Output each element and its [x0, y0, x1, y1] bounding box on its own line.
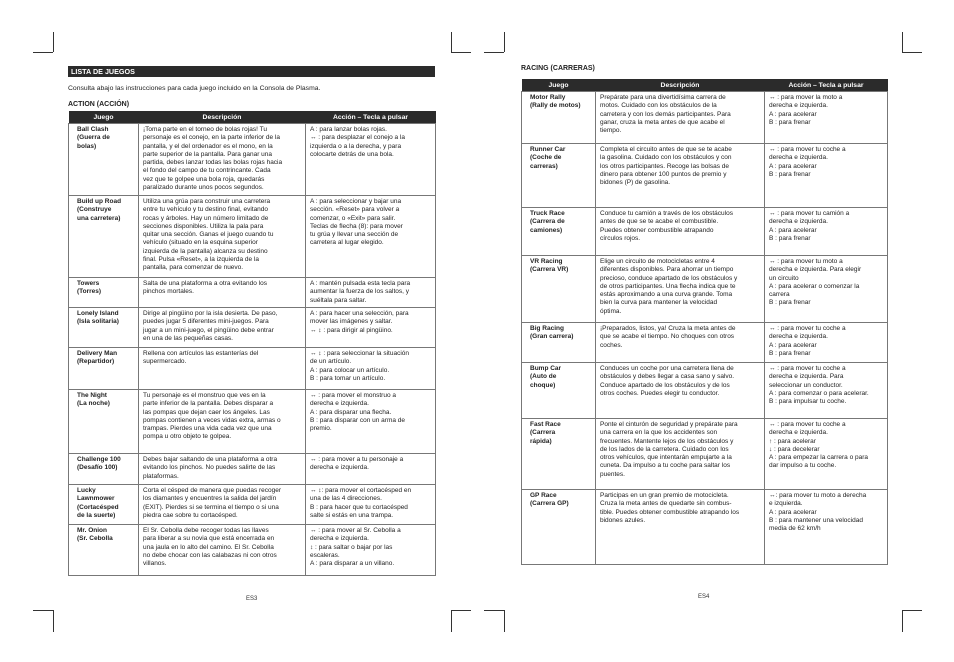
- crop-mark: [902, 32, 903, 52]
- game-description: Utiliza una grúa para construir una carretera entre tu vehículo y tu destino final, evitando rocas y árboles. Hay un número limitado de secciones disponibles. Utiliza la pala para quitar una sección. Ganas el juego cuando tu vehículo (situado en la esquina superior izquierda de la pantalla) alcanza su destino final. Pulsa «Reset», a la izquierda de la pantalla, para comenzar de nuevo.: [139, 196, 306, 278]
- crop-mark: [451, 610, 452, 632]
- crop-mark: [504, 32, 505, 52]
- crop-mark: [484, 52, 504, 53]
- game-description: Dirige al pingüino por la isla desierta. De paso, puedes jugar 5 diferentes mini-juegos. Para jugar a un mini-juego, el pingüino debe entrar en una de las pequeñas casas.: [139, 308, 306, 348]
- table-row: [69, 390, 436, 454]
- game-action: ↔ : para mover tu coche a derecha e izquierda. Para seleccionar un conductor. A : para comenzar o para acelerar. B : para impulsar tu coche.: [765, 363, 888, 419]
- game-name: Motor Rally (Rally de motos): [522, 92, 596, 144]
- intro-text: Consulta abajo las instrucciones para cada juego incluido en la Consola de Plasma.: [68, 85, 321, 92]
- game-action: ↔ ↕: para mover el cortacésped en una de las 4 direcciones. B : para hacer que tu cortacésped salte si estás en una trampa.: [306, 485, 436, 525]
- crop-mark: [451, 32, 452, 52]
- table-row: [522, 363, 888, 419]
- header-accion: Acción – Tecla a pulsar: [765, 79, 888, 92]
- game-action: ↔ : para mover tu coche a derecha e izquierda. ↑ : para acelerar ↓ : para decelerar A : para empezar la carrera o para dar impulso a tu coche.: [765, 419, 888, 490]
- game-name: Ball Clash (Guerra de bolas): [69, 124, 139, 196]
- crop-mark: [902, 610, 922, 611]
- table-row: [69, 485, 436, 525]
- table-row: [522, 92, 888, 144]
- header-accion: Acción – Tecla a pulsar: [306, 111, 436, 124]
- game-description: ¡Preparados, listos, ya! Cruza la meta antes de que se acabe el tiempo. No choques con otros coches.: [596, 323, 765, 363]
- game-description: Ponte el cinturón de seguridad y prepárate para una carrera en la que los accidentes son frecuentes. Mantente lejos de los obstáculos y de los lados de la carretera. Cuidado con los otros vehículos, que intentarán empujarte a la cuneta. Da impulso a tu coche para saltar los puentes.: [596, 419, 765, 490]
- table-row: [522, 208, 888, 256]
- crop-mark: [33, 610, 53, 611]
- table-row: [69, 124, 436, 196]
- table-row: [69, 525, 436, 576]
- crop-mark: [53, 32, 54, 52]
- action-games-table: [68, 111, 436, 576]
- table-row: [69, 348, 436, 390]
- table-row: [522, 256, 888, 323]
- game-description: ¡Toma parte en el torneo de bolas rojas! Tu personaje es el conejo, en la parte inferior de la pantalla, y el del ordenador es el mono, en la parte superior de la pantalla. Para ganar una partida, debes lanzar todas las bolas rojas hacia el fondo del campo de tu contrincante. Cada vez que te golpee una bola roja, quedarás paralizado durante unos pocos segundos.: [139, 124, 306, 196]
- game-name: Build up Road (Construye una carretera): [69, 196, 139, 278]
- game-name: GP Race (Carrera GP): [522, 490, 596, 565]
- header-descripcion: Descripción: [139, 111, 306, 124]
- game-action: ↔: para mover tu moto a derecha e izquierda. A : para acelerar B : para mantener una velocidad media de 62 km/h: [765, 490, 888, 565]
- game-action: ↔ : para mover tu coche a derecha e izquierda. A : para acelerar B : para frenar: [765, 144, 888, 208]
- game-action: ↔ : para mover tu coche a derecha e izquierda. A : para acelerar B : para frenar: [765, 323, 888, 363]
- game-name: Fast Race (Carrera rápida): [522, 419, 596, 490]
- table-row: [522, 419, 888, 490]
- section-title-racing: RACING (CARRERAS): [521, 65, 595, 72]
- game-description: Rellena con artículos las estanterías del supermercado.: [139, 348, 306, 390]
- heading-lista-de-juegos: LISTA DE JUEGOS: [68, 66, 435, 77]
- game-name: Lucky Lawnmower (Cortacésped de la suerte): [69, 485, 139, 525]
- game-action: ↔ : para mover el monstruo a derecha e izquierda. A : para disparar una flecha. B : para disparar con un arma de premio.: [306, 390, 436, 454]
- page-es3: [68, 62, 435, 576]
- game-name: Towers (Torres): [69, 278, 139, 308]
- game-name: Lonely Island (Isla solitaria): [69, 308, 139, 348]
- table-row: [522, 323, 888, 363]
- game-name: Bump Car (Auto de choque): [522, 363, 596, 419]
- game-action: A : para lanzar bolas rojas. ↔ : para desplazar el conejo a la izquierda o a la derecha, y para colocarte detrás de una bola.: [306, 124, 436, 196]
- table-row: [69, 278, 436, 308]
- game-action: A : para seleccionar y bajar una sección. «Reset» para volver a comenzar, o «Exit» para salir. Teclas de flecha (8): para mover tu grúa y llevar una sección de carretera al lugar elegido.: [306, 196, 436, 278]
- game-description: Tu personaje es el monstruo que ves en la parte inferior de la pantalla. Debes disparar a las pompas que dejan caer los ángeles. Las pompas contienen a veces vidas extra, armas o trampas. Pierdes una vida cada vez que una pompa u otro objeto te golpea.: [139, 390, 306, 454]
- page-number: ES3: [246, 596, 258, 602]
- table-row: [522, 490, 888, 565]
- page-es4: [521, 62, 887, 565]
- header-descripcion: Descripción: [596, 79, 765, 92]
- game-description: Completa el circuito antes de que se te acabe la gasolina. Cuidado con los obstáculos y con los otros participantes. Recoge las bolsas de dinero para obtener 100 puntos de premio y bidones (P) de gasolina.: [596, 144, 765, 208]
- game-description: Conduce tu camión a través de los obstáculos antes de que se te acabe el combustible. Puedes obtener combustible atrapando círculos rojos.: [596, 208, 765, 256]
- section-title-action: ACTION (ACCIÓN): [68, 101, 130, 108]
- game-action: ↔ : para mover la moto a derecha e izquierda. A : para acelerar B : para frenar: [765, 92, 888, 144]
- crop-mark: [33, 52, 53, 53]
- game-action: ↔ : para mover al Sr. Cebolla a derecha e izquierda. ↕ : para saltar o bajar por las escaleras. A : para disparar a un villano.: [306, 525, 436, 576]
- game-description: Participas en un gran premio de motocicleta. Cruza la meta antes de quedarte sin combus- tible. Puedes obtener combustible atrapando los bidones azules.: [596, 490, 765, 565]
- table-row: [522, 144, 888, 208]
- game-action: ↔ : para mover a tu personaje a derecha e izquierda.: [306, 454, 436, 485]
- game-description: Conduces un coche por una carretera llena de obstáculos y debes llegar a casa sano y salvo. Conduce apartado de los obstáculos y de los otros coches. Puedes elegir tu conductor.: [596, 363, 765, 419]
- crop-mark: [451, 52, 471, 53]
- game-action: A : para hacer una selección, para mover las imágenes y saltar. ↔ ↕ : para dirigir al pingüino.: [306, 308, 436, 348]
- game-name: Delivery Man (Repartidor): [69, 348, 139, 390]
- game-name: VR Racing (Carrera VR): [522, 256, 596, 323]
- game-description: Salta de una plataforma a otra evitando los pinchos mortales.: [139, 278, 306, 308]
- game-action: A : mantén pulsada esta tecla para aumentar la fuerza de los saltos, y suéltala para saltar.: [306, 278, 436, 308]
- game-name: Challenge 100 (Desafío 100): [69, 454, 139, 485]
- game-name: Big Racing (Gran carrera): [522, 323, 596, 363]
- table-header-row: [522, 79, 888, 92]
- game-action: ↔ : para mover tu moto a derecha e izquierda. Para elegir un circuito A : para acelerar o comenzar la carrera B : para frenar: [765, 256, 888, 323]
- racing-games-table: [521, 79, 888, 565]
- game-name: Truck Race (Carrera de camiones): [522, 208, 596, 256]
- game-description: Debes bajar saltando de una plataforma a otra evitando los pinchos. No puedes salirte de las plataformas.: [139, 454, 306, 485]
- game-description: El Sr. Cebolla debe recoger todas las llaves para liberar a su novia que está encerrada en una jaula en lo alto del camino. El Sr. Cebolla no debe chocar con las calabazas ni con otros villanos.: [139, 525, 306, 576]
- table-row: [69, 454, 436, 485]
- header-juego: Juego: [69, 111, 139, 124]
- crop-mark: [484, 610, 504, 611]
- table-header-row: [69, 111, 436, 124]
- header-juego: Juego: [522, 79, 596, 92]
- game-description: Corta el césped de manera que puedas recoger los diamantes y encuentres la salida del jardín (EXIT). Pierdes si se termina el tiempo o si una piedra cae sobre tu cortacésped.: [139, 485, 306, 525]
- crop-mark: [53, 610, 54, 632]
- game-action: ↔ : para mover tu camión a derecha e izquierda. A : para acelerar B : para frenar: [765, 208, 888, 256]
- table-row: [69, 308, 436, 348]
- game-name: The Night (La noche): [69, 390, 139, 454]
- crop-mark: [902, 610, 903, 632]
- crop-mark: [504, 610, 505, 632]
- page-number: ES4: [698, 594, 710, 600]
- game-description: Elige un circuito de motocicletas entre 4 diferentes disponibles. Para ahorrar un tiempo precioso, conduce apartado de los obstáculos y de otros participantes. Una flecha indica que te estás aproximando a una curva grande. Toma bien la curva para mantener la velocidad óptima.: [596, 256, 765, 323]
- crop-mark: [902, 52, 922, 53]
- crop-mark: [451, 610, 471, 611]
- game-name: Runner Car (Coche de carreras): [522, 144, 596, 208]
- game-name: Mr. Onion (Sr. Cebolla: [69, 525, 139, 576]
- game-description: Prepárate para una divertidísima carrera de motos. Cuidado con los obstáculos de la carretera y con los demás participantes. Para ganar, cruza la meta antes de que acabe el tiempo.: [596, 92, 765, 144]
- table-row: [69, 196, 436, 278]
- game-action: ↔ ↕ : para seleccionar la situación de un artículo. A : para colocar un artículo. B : para tomar un artículo.: [306, 348, 436, 390]
